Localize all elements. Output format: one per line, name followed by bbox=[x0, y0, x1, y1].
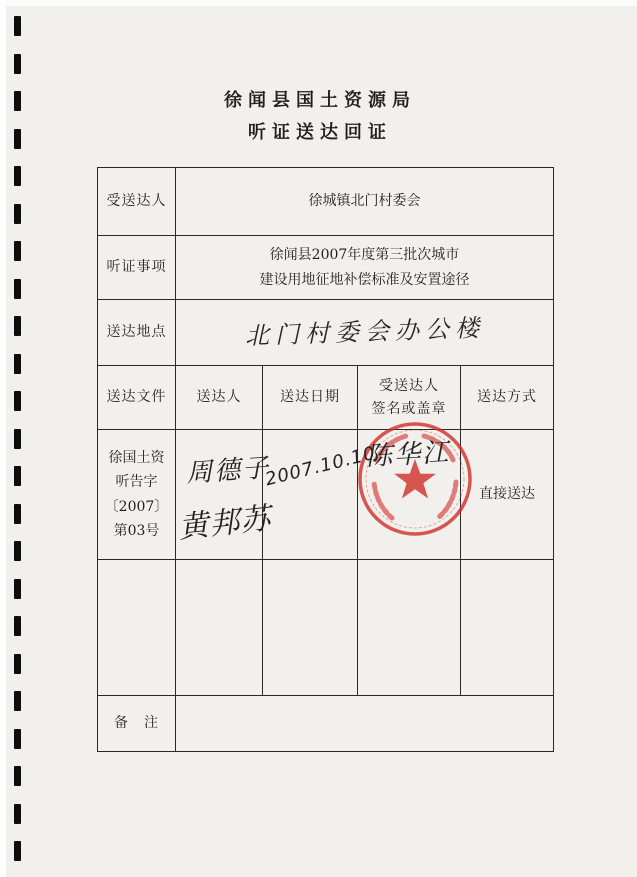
binder-hole bbox=[14, 654, 21, 674]
binder-hole bbox=[14, 616, 21, 636]
empty-cell bbox=[461, 560, 554, 696]
column-header-date: 送达日期 bbox=[263, 366, 358, 430]
binder-hole bbox=[14, 579, 21, 599]
binder-hole bbox=[14, 391, 21, 411]
binder-hole bbox=[14, 841, 21, 861]
top-edge bbox=[0, 0, 637, 6]
doc-line-3: 〔2007〕 bbox=[104, 498, 169, 515]
address-label: 送达地点 bbox=[98, 300, 176, 366]
recipient-signature: 陈华江 bbox=[365, 437, 451, 473]
recipient-value: 徐城镇北门村委会 bbox=[176, 168, 554, 236]
binder-hole bbox=[14, 466, 21, 486]
doc-line-1: 徐国土资 bbox=[108, 449, 165, 466]
address-value bbox=[176, 300, 554, 366]
empty-cell bbox=[176, 560, 263, 696]
binder-hole bbox=[14, 279, 21, 299]
method-value: 直接送达 bbox=[461, 430, 554, 560]
binder-hole bbox=[14, 766, 21, 786]
binder-hole bbox=[14, 204, 21, 224]
matter-label: 听证事项 bbox=[98, 236, 176, 300]
binder-hole bbox=[14, 16, 21, 36]
service-date-handwriting: 2007.10.10 bbox=[263, 442, 378, 491]
column-header-method: 送达方式 bbox=[461, 366, 554, 430]
binder-hole bbox=[14, 354, 21, 374]
binder-hole bbox=[14, 54, 21, 74]
binder-hole bbox=[14, 129, 21, 149]
binder-hole bbox=[14, 729, 21, 749]
matter-line-2: 建设用地征地补偿标准及安置途径 bbox=[259, 271, 470, 288]
binder-hole bbox=[14, 91, 21, 111]
empty-cell bbox=[98, 560, 176, 696]
server-signature-2: 黄邦苏 bbox=[176, 501, 273, 546]
binder-holes bbox=[0, 0, 44, 877]
column-header-document: 送达文件 bbox=[98, 366, 176, 430]
binder-hole bbox=[14, 504, 21, 524]
remarks-label: 备 注 bbox=[98, 696, 176, 752]
binder-hole bbox=[14, 429, 21, 449]
signature-header-line-1: 受送达人 bbox=[379, 377, 439, 394]
binder-hole bbox=[14, 541, 21, 561]
empty-cell bbox=[358, 560, 461, 696]
issuing-authority: 徐闻县国土资源局 bbox=[224, 90, 416, 111]
matter-line-1: 徐闻县2007年度第三批次城市 bbox=[269, 246, 460, 263]
document-title: 听证送达回证 bbox=[248, 122, 392, 143]
doc-line-2: 听告字 bbox=[115, 474, 158, 490]
column-header-server: 送达人 bbox=[176, 366, 263, 430]
binder-hole bbox=[14, 166, 21, 186]
left-edge bbox=[0, 0, 6, 877]
doc-line-4: 第03号 bbox=[113, 523, 160, 539]
binder-hole bbox=[14, 804, 21, 824]
signature-header-line-2: 签名或盖章 bbox=[371, 400, 447, 417]
binder-hole bbox=[14, 316, 21, 336]
matter-value bbox=[176, 236, 554, 300]
binder-hole bbox=[14, 241, 21, 261]
binder-hole bbox=[14, 691, 21, 711]
document-number-cell bbox=[98, 430, 176, 560]
empty-cell bbox=[263, 560, 358, 696]
recipient-label: 受送达人 bbox=[98, 168, 176, 236]
address-handwriting: 北门村委会办公楼 bbox=[244, 314, 485, 351]
server-signature-1: 周德子 bbox=[185, 453, 272, 489]
remarks-value bbox=[176, 696, 554, 752]
